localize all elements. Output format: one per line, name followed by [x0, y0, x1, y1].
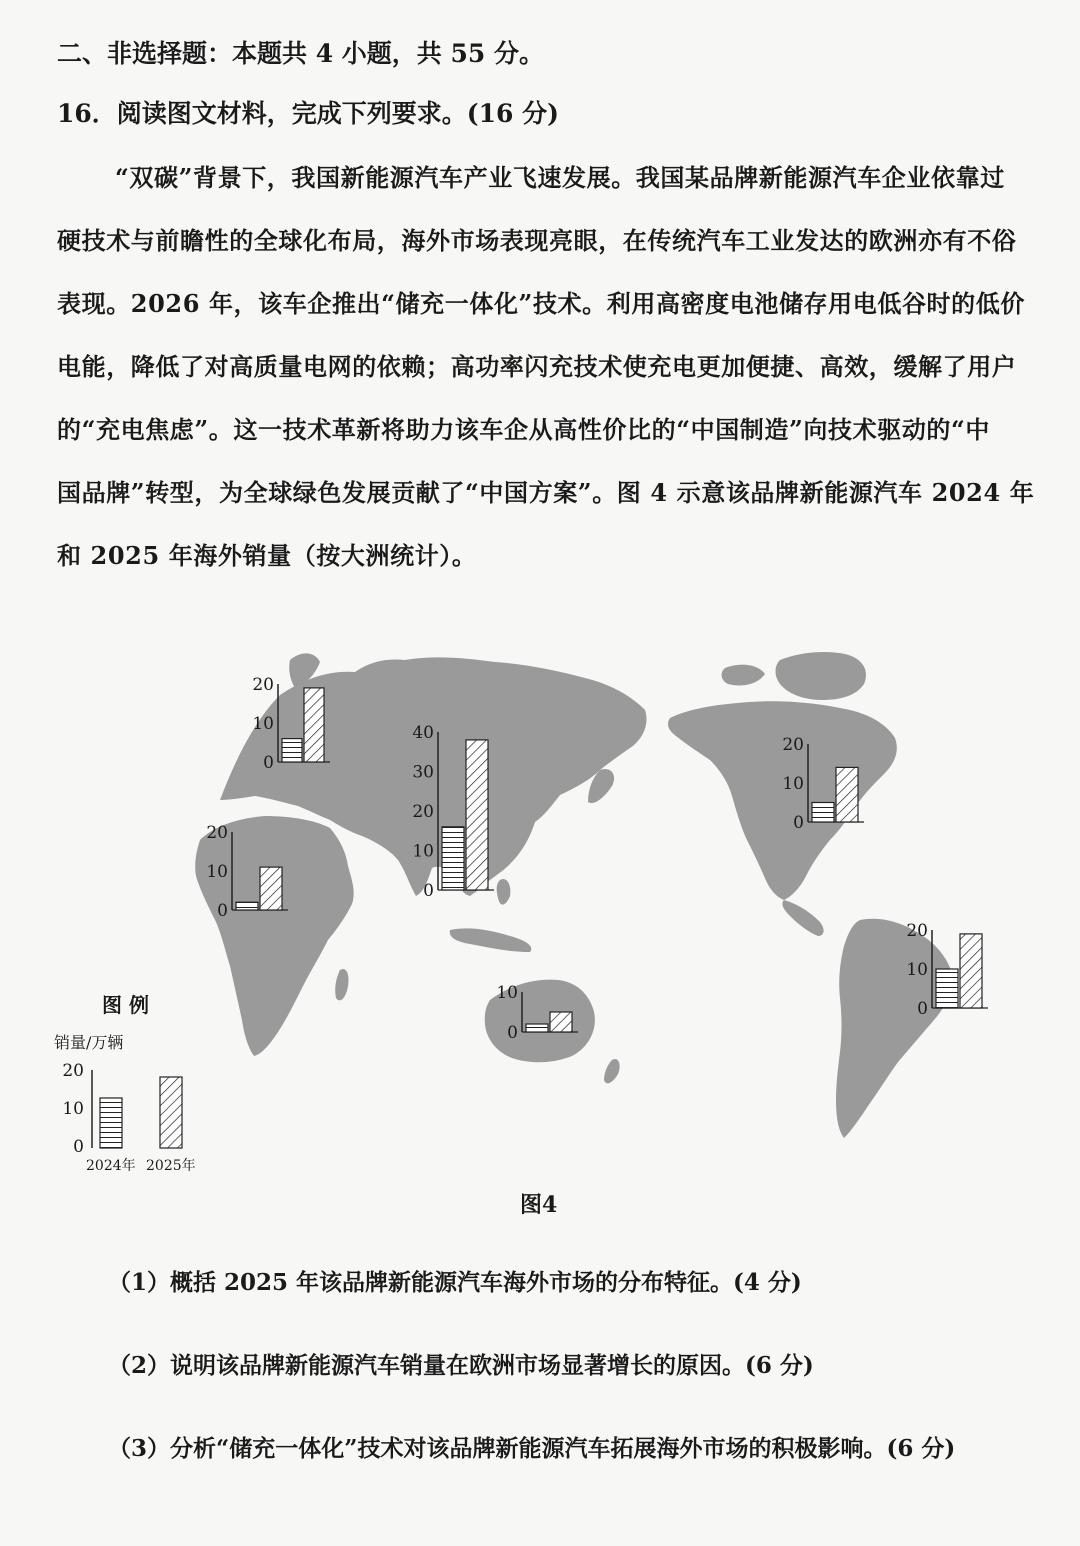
bar-2024	[236, 902, 258, 910]
bar-chart-tick-label: 0	[507, 1023, 518, 1043]
legend	[54, 993, 196, 1174]
bar-2025	[550, 1012, 572, 1032]
passage-line: 国品牌”转型，为全球绿色发展贡献了“中国方案”。图 4 示意该品牌新能源汽车 2024 年	[57, 478, 1035, 507]
philippines-shape	[497, 879, 511, 905]
greenland-shape	[776, 652, 866, 700]
bar-chart-tick-label: 10	[906, 960, 928, 980]
passage-line: “双碳”背景下，我国新能源汽车产业飞速发展。我国某品牌新能源汽车企业依靠过	[115, 163, 1005, 192]
legend-tick-label: 10	[62, 1099, 84, 1119]
legend-title: 图 例	[102, 993, 149, 1017]
sub-question-3: （3）分析“储充一体化”技术对该品牌新能源汽车拓展海外市场的积极影响。(6 分)	[108, 1435, 956, 1462]
bar-chart-tick-label: 40	[412, 723, 434, 743]
arctic-islands-shape	[722, 665, 765, 686]
legend-label-2025: 2025年	[146, 1158, 196, 1174]
bar-2024	[526, 1024, 548, 1032]
south-america-shape	[836, 919, 952, 1138]
central-america-shape	[782, 900, 823, 936]
bar-chart-tick-label: 0	[793, 813, 804, 833]
bar-chart-tick-label: 0	[917, 999, 928, 1019]
legend-swatch-2025	[160, 1077, 182, 1148]
bar-chart-tick-label: 30	[412, 762, 434, 783]
passage-line: 和 2025 年海外销量（按大洲统计）。	[57, 541, 477, 570]
bar-2024	[282, 739, 302, 762]
bar-chart-tick-label: 20	[412, 802, 434, 822]
bar-chart-tick-label: 10	[782, 774, 804, 794]
north-america-shape	[668, 701, 897, 900]
bar-2024	[936, 969, 958, 1008]
legend-label-2024: 2024年	[86, 1158, 136, 1174]
bar-2025	[260, 867, 282, 910]
bar-2025	[466, 740, 488, 890]
passage-line: 硬技术与前瞻性的全球化布局，海外市场表现亮眼，在传统汽车工业发达的欧洲亦有不俗	[57, 226, 1017, 255]
passage-line: 电能，降低了对高质量电网的依赖；高功率闪充技术使充电更加便捷、高效，缓解了用户	[57, 352, 1017, 381]
indonesia-shape	[450, 928, 532, 952]
madagascar-shape	[335, 969, 348, 1000]
bar-chart-tick-label: 10	[206, 862, 228, 882]
bar-chart-tick-label: 0	[423, 881, 434, 901]
bar-chart-tick-label: 0	[217, 901, 228, 921]
passage-line: 表现。2026 年，该车企推出“储充一体化”技术。利用高密度电池储存用电低谷时的低价	[57, 289, 1025, 318]
bar-chart-tick-label: 20	[782, 735, 804, 755]
bar-2024	[442, 827, 464, 890]
legend-unit-label: 销量/万辆	[54, 1033, 124, 1052]
sub-question-2: （2）说明该品牌新能源汽车销量在欧洲市场显著增长的原因。(6 分)	[108, 1352, 814, 1379]
bar-2025	[304, 688, 324, 762]
bar-2025	[836, 767, 858, 822]
legend-tick-label: 20	[62, 1061, 84, 1081]
question-title: 16．阅读图文材料，完成下列要求。(16 分)	[57, 99, 559, 128]
bar-chart-tick-label: 10	[496, 983, 518, 1003]
bar-chart-tick-label: 20	[906, 921, 928, 941]
world-map-figure	[54, 640, 1030, 1174]
passage-line: 的“充电焦虑”。这一技术革新将助力该车企从高性价比的“中国制造”向技术驱动的“中	[57, 415, 991, 444]
africa-shape	[195, 816, 353, 1056]
new-zealand-shape	[604, 1059, 620, 1083]
bar-chart-tick-label: 20	[252, 675, 274, 695]
bar-chart-tick-label: 20	[206, 823, 228, 843]
section-heading: 二、非选择题：本题共 4 小题，共 55 分。	[57, 39, 545, 68]
bar-2024	[812, 803, 834, 823]
bar-chart-tick-label: 10	[252, 714, 274, 734]
bar-chart-tick-label: 0	[263, 753, 274, 773]
bar-2025	[960, 934, 982, 1008]
bar-chart-group	[906, 921, 988, 1019]
sub-question-1: （1）概括 2025 年该品牌新能源汽车海外市场的分布特征。(4 分)	[108, 1269, 802, 1296]
legend-swatch-2024	[100, 1098, 122, 1148]
bar-chart-tick-label: 10	[412, 841, 434, 862]
figure-caption: 图4	[520, 1192, 558, 1218]
legend-tick-label: 0	[73, 1137, 84, 1157]
